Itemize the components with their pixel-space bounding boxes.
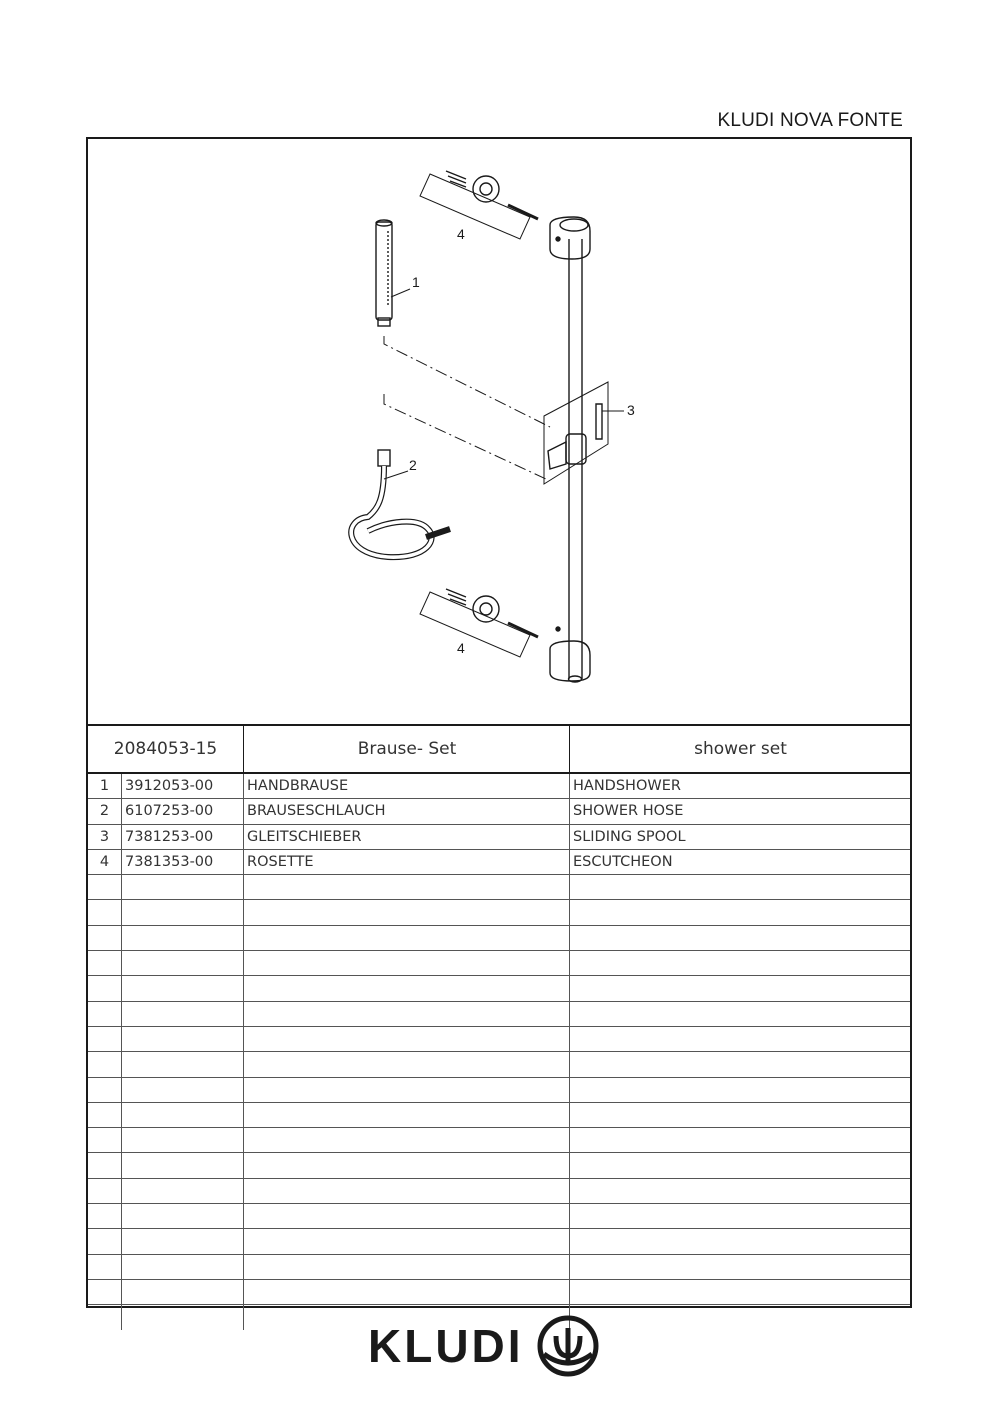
part-position — [88, 1128, 121, 1152]
part-name-en — [569, 1255, 910, 1279]
table-row — [88, 951, 910, 976]
sliding-spool-icon — [544, 382, 608, 484]
part-article-number: 3912053-00 — [121, 774, 241, 798]
part-name-en — [569, 1153, 910, 1177]
callout-3: 3 — [627, 402, 635, 418]
part-article-number — [121, 1052, 241, 1076]
table-row — [88, 799, 910, 824]
part-name-de: ROSETTE — [243, 850, 569, 874]
part-name-en — [569, 1052, 910, 1076]
part-article-number — [121, 1128, 241, 1152]
part-name-en — [569, 1179, 910, 1203]
part-name-de — [243, 900, 569, 924]
part-name-de: BRAUSESCHLAUCH — [243, 799, 569, 823]
part-name-de — [243, 1280, 569, 1304]
part-position: 4 — [99, 853, 110, 870]
part-name-en — [569, 1229, 910, 1253]
table-row — [88, 926, 910, 951]
part-article-number — [121, 1153, 241, 1177]
table-row — [88, 1002, 910, 1027]
table-row — [88, 1052, 910, 1077]
part-position — [88, 1002, 121, 1026]
part-article-number — [121, 1002, 241, 1026]
part-article-number — [121, 1078, 241, 1102]
part-position — [88, 1179, 121, 1203]
part-name-de — [243, 1204, 569, 1228]
kludi-logo-icon — [536, 1314, 600, 1378]
part-name-en — [569, 1128, 910, 1152]
part-article-number — [121, 951, 241, 975]
table-row — [88, 825, 910, 850]
table-row — [88, 1204, 910, 1229]
table-row — [88, 850, 910, 875]
part-article-number — [121, 926, 241, 950]
part-article-number: 7381353-00 — [121, 850, 241, 874]
part-position — [88, 1280, 121, 1304]
table-row — [88, 1153, 910, 1178]
part-position — [88, 900, 121, 924]
kludi-logo — [368, 1316, 600, 1376]
part-position — [88, 1229, 121, 1253]
part-article-number — [121, 1027, 241, 1051]
part-position — [88, 1052, 121, 1076]
part-name-en — [569, 1280, 910, 1304]
table-row — [88, 875, 910, 900]
part-name-de — [243, 926, 569, 950]
part-article-number — [121, 1179, 241, 1203]
brand-name: KLUDI — [368, 1320, 524, 1372]
set-header-row — [88, 726, 910, 774]
part-article-number — [121, 1204, 241, 1228]
part-name-de — [243, 1255, 569, 1279]
part-name-de — [243, 1128, 569, 1152]
part-article-number — [121, 900, 241, 924]
part-name-en — [569, 1103, 910, 1127]
part-article-number — [121, 1255, 241, 1279]
part-name-de — [243, 1002, 569, 1026]
part-name-en: HANDSHOWER — [569, 774, 910, 798]
table-row — [88, 1179, 910, 1204]
part-name-de: GLEITSCHIEBER — [243, 825, 569, 849]
part-name-en — [569, 976, 910, 1000]
part-name-en — [569, 1204, 910, 1228]
part-position — [88, 926, 121, 950]
exploded-view-svg — [88, 139, 910, 724]
part-name-en — [569, 1078, 910, 1102]
part-position — [88, 875, 121, 899]
part-article-number — [121, 1229, 241, 1253]
part-name-en: ESCUTCHEON — [569, 850, 910, 874]
part-name-en — [569, 900, 910, 924]
part-article-number: 6107253-00 — [121, 799, 241, 823]
part-position — [88, 1305, 121, 1329]
part-name-en — [569, 951, 910, 975]
table-row — [88, 1103, 910, 1128]
part-name-de — [243, 1027, 569, 1051]
part-article-number — [121, 1305, 241, 1329]
part-article-number: 7381253-00 — [121, 825, 241, 849]
part-name-de — [243, 1078, 569, 1102]
part-name-en — [569, 1027, 910, 1051]
part-position — [88, 1153, 121, 1177]
shower-hose-icon — [351, 450, 450, 557]
handshower-icon — [376, 220, 392, 326]
part-name-en — [569, 1305, 910, 1329]
part-name-de — [243, 1103, 569, 1127]
part-name-de — [243, 1179, 569, 1203]
part-article-number — [121, 1103, 241, 1127]
part-name-de — [243, 1052, 569, 1076]
part-name-de — [243, 1153, 569, 1177]
part-position — [88, 976, 121, 1000]
table-row — [88, 1078, 910, 1103]
part-position — [88, 1078, 121, 1102]
callout-1: 1 — [412, 274, 420, 290]
callout-4-top: 4 — [457, 226, 465, 242]
table-row — [88, 900, 910, 925]
part-name-de — [243, 951, 569, 975]
set-article-number: 2084053-15 — [113, 739, 218, 759]
part-name-en — [569, 926, 910, 950]
part-name-de — [243, 976, 569, 1000]
wall-fixing-top-icon — [420, 171, 538, 239]
part-position — [88, 1255, 121, 1279]
table-row — [88, 774, 910, 799]
part-name-de — [243, 875, 569, 899]
part-name-en — [569, 875, 910, 899]
set-name-en: shower set — [569, 726, 911, 772]
slide-rail-icon — [550, 217, 590, 682]
exploded-drawing — [88, 139, 910, 726]
part-name-en — [569, 1002, 910, 1026]
callout-2: 2 — [409, 457, 417, 473]
table-row — [88, 1280, 910, 1305]
part-position — [88, 1204, 121, 1228]
part-position — [88, 1103, 121, 1127]
part-name-en: SLIDING SPOOL — [569, 825, 910, 849]
part-name-de — [243, 1229, 569, 1253]
part-article-number — [121, 1280, 241, 1304]
part-position: 3 — [99, 828, 110, 845]
callout-4-bottom: 4 — [457, 640, 465, 656]
parts-sheet — [86, 137, 912, 1308]
part-position — [88, 1027, 121, 1051]
part-article-number — [121, 875, 241, 899]
table-row — [88, 1255, 910, 1280]
part-name-de: HANDBRAUSE — [243, 774, 569, 798]
part-name-en: SHOWER HOSE — [569, 799, 910, 823]
table-row — [88, 1229, 910, 1254]
table-row — [88, 1128, 910, 1153]
parts-table — [88, 774, 910, 1330]
wall-fixing-bottom-icon — [420, 589, 538, 657]
part-position: 1 — [99, 778, 110, 794]
set-name-de: Brause- Set — [243, 726, 570, 772]
part-article-number — [121, 976, 241, 1000]
part-position — [88, 951, 121, 975]
document-title: KLUDI NOVA FONTE — [717, 110, 903, 131]
table-row — [88, 976, 910, 1001]
table-row — [88, 1027, 910, 1052]
part-position: 2 — [99, 803, 110, 820]
